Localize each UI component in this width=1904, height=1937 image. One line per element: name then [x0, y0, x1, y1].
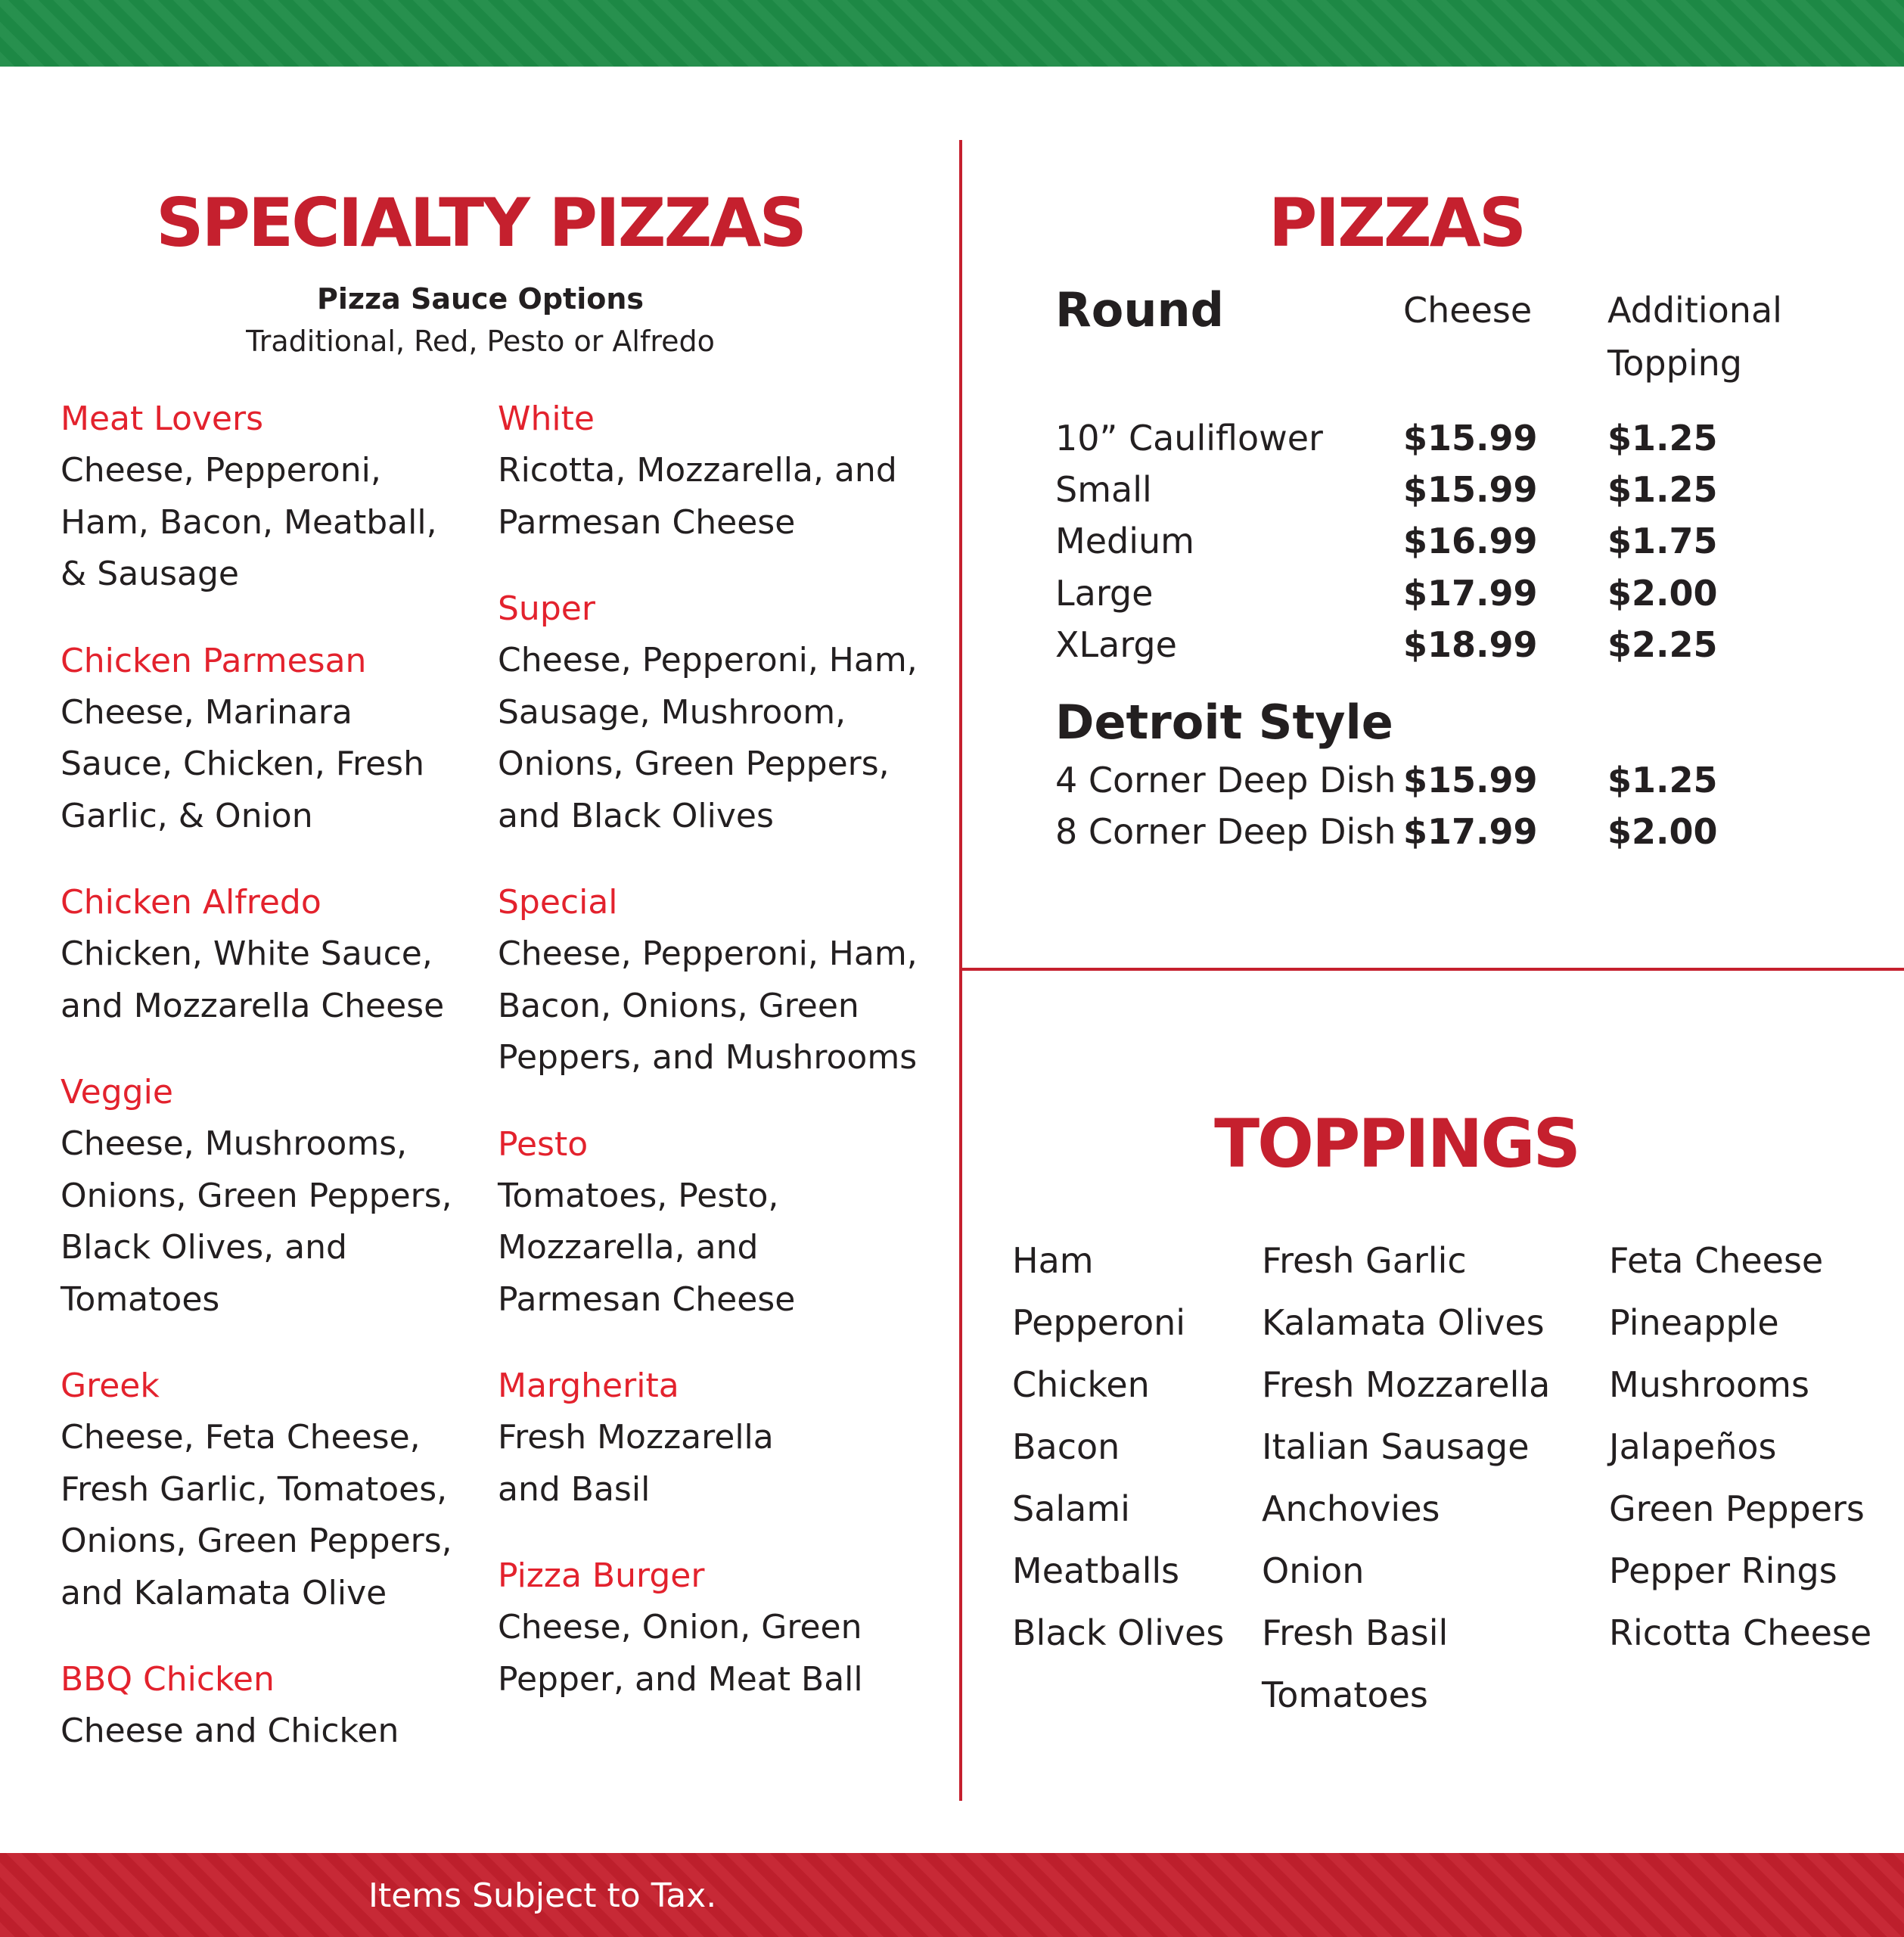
pizza-name: Chicken Parmesan	[61, 641, 367, 680]
pizza-name: Super	[498, 589, 595, 628]
topping-item: Chicken	[1012, 1364, 1150, 1405]
pizza-description-line: Bacon, Onions, Green	[498, 986, 859, 1025]
pizza-description-line: Tomatoes, Pesto,	[498, 1176, 779, 1215]
topping-item: Green Peppers	[1609, 1488, 1865, 1529]
tax-notice: Items Subject to Tax.	[368, 1876, 717, 1915]
pizzas-title: PIZZAS	[1268, 184, 1525, 262]
topping-item: Pineapple	[1609, 1302, 1779, 1343]
pizza-item-pesto	[498, 1119, 921, 1326]
round-heading: Round	[1055, 282, 1224, 337]
price-row	[1055, 464, 1857, 515]
topping-item: Anchovies	[1262, 1488, 1440, 1529]
pizza-name: Greek	[61, 1366, 160, 1405]
sauce-options-block	[0, 278, 961, 363]
pizza-item-chicken-alfredo	[61, 877, 484, 1032]
pizza-description-line: Black Olives, and	[61, 1228, 347, 1267]
cheese-column-header: Cheese	[1403, 290, 1533, 331]
pizza-description-line: and Kalamata Olive	[61, 1573, 387, 1612]
topping-item: Pepperoni	[1012, 1302, 1186, 1343]
price-row	[1055, 619, 1857, 670]
pizza-description-line: Fresh Garlic, Tomatoes,	[61, 1469, 448, 1509]
cheese-price: $17.99	[1403, 811, 1538, 852]
topping-item: Italian Sausage	[1262, 1426, 1530, 1467]
cheese-price: $17.99	[1403, 573, 1538, 614]
pizza-description-line: Pepper, and Meat Ball	[498, 1659, 863, 1699]
pizza-description-line: Cheese, Marinara	[61, 692, 353, 732]
specialty-column-left	[61, 393, 484, 1792]
topping-item: Bacon	[1012, 1426, 1120, 1467]
size-label: 4 Corner Deep Dish	[1055, 760, 1396, 801]
pizza-description-line: Parmesan Cheese	[498, 502, 796, 542]
pizza-description-line: Ham, Bacon, Meatball,	[61, 502, 437, 542]
pizza-item-greek	[61, 1360, 484, 1619]
pizza-name: Pesto	[498, 1124, 589, 1164]
pizza-item-pizza-burger	[498, 1550, 921, 1705]
pizza-name: Pizza Burger	[498, 1556, 705, 1595]
pizza-description-line: Mozzarella, and	[498, 1228, 759, 1267]
pizza-description-line: Onions, Green Peppers,	[498, 745, 890, 783]
topping-column-header	[1607, 284, 1834, 390]
pizza-description-line: Sausage, Mushroom,	[498, 692, 846, 732]
topping-price: $2.00	[1607, 811, 1718, 852]
topping-price: $1.25	[1607, 418, 1718, 459]
topping-price: $1.25	[1607, 760, 1718, 801]
pizza-description-line: Ricotta, Mozzarella, and	[498, 451, 897, 490]
topping-item: Pepper Rings	[1609, 1550, 1837, 1591]
price-row	[1055, 412, 1857, 464]
topping-item: Salami	[1012, 1488, 1130, 1529]
price-row	[1055, 515, 1857, 567]
pizza-item-margherita	[498, 1360, 921, 1516]
pizza-item-white	[498, 393, 921, 549]
pizza-item-bbq-chicken	[61, 1654, 484, 1758]
topping-item: Ham	[1012, 1240, 1094, 1281]
pizza-description-line: and Black Olives	[498, 796, 774, 835]
price-row	[1055, 754, 1857, 806]
pizza-item-veggie	[61, 1067, 484, 1326]
price-row	[1055, 806, 1857, 857]
size-label: XLarge	[1055, 624, 1177, 665]
pizza-description-line: Cheese and Chicken	[61, 1712, 399, 1750]
pizza-item-special	[498, 877, 921, 1084]
pizza-name: Chicken Alfredo	[61, 883, 321, 922]
specialty-column-right	[498, 393, 921, 1740]
cheese-price: $16.99	[1403, 521, 1538, 561]
size-label: Medium	[1055, 521, 1194, 561]
sauce-options-heading: Pizza Sauce Options	[316, 282, 645, 316]
pizza-name: Special	[498, 883, 618, 922]
pizza-description-line: Cheese, Pepperoni,	[61, 451, 381, 490]
pizza-name: White	[498, 400, 595, 438]
pizza-description-line: Cheese, Onion, Green	[498, 1608, 862, 1646]
topping-item: Black Olives	[1012, 1612, 1225, 1653]
toppings-column-1	[1012, 1230, 1224, 1664]
topping-item: Kalamata Olives	[1262, 1302, 1545, 1343]
pizza-description-line: Tomatoes	[61, 1279, 220, 1319]
topping-item: Fresh Mozzarella	[1262, 1364, 1551, 1405]
pizza-description-line: Cheese, Feta Cheese,	[61, 1418, 421, 1457]
topping-item: Mushrooms	[1609, 1364, 1809, 1405]
pizza-description-line: Cheese, Pepperoni, Ham,	[498, 641, 918, 679]
pizza-description-line: Peppers, and Mushrooms	[498, 1038, 918, 1077]
sauce-options-list: Traditional, Red, Pesto or Alfredo	[246, 325, 715, 358]
pizza-item-super	[498, 583, 921, 842]
topping-item: Meatballs	[1012, 1550, 1180, 1591]
horizontal-divider	[961, 968, 1904, 971]
toppings-column-3	[1609, 1230, 1871, 1664]
pizza-description-line: Garlic, & Onion	[61, 796, 313, 835]
pizza-description-line: Sauce, Chicken, Fresh	[61, 745, 424, 783]
toppings-column-2	[1262, 1230, 1550, 1726]
pizza-item-meat-lovers	[61, 393, 484, 601]
cheese-price: $15.99	[1403, 469, 1538, 510]
topping-price: $2.00	[1607, 573, 1718, 614]
pizza-description-line: Cheese, Mushrooms,	[61, 1124, 408, 1163]
pizza-name: Veggie	[61, 1073, 173, 1112]
pizza-name: Meat Lovers	[61, 400, 264, 438]
specialty-pizzas-title: SPECIALTY PIZZAS	[156, 184, 805, 262]
pizza-description-line: Fresh Mozzarella	[498, 1418, 774, 1457]
size-label: 10” Cauliflower	[1055, 418, 1323, 459]
size-label: Large	[1055, 573, 1154, 614]
pizza-description-line: and Mozzarella Cheese	[61, 986, 445, 1025]
pizza-name: BBQ Chicken	[61, 1660, 275, 1699]
pizza-description-line: & Sausage	[61, 555, 239, 593]
detroit-style-heading: Detroit Style	[1055, 695, 1393, 750]
size-label: 8 Corner Deep Dish	[1055, 811, 1396, 852]
cheese-price: $15.99	[1403, 418, 1538, 459]
toppings-title: TOPPINGS	[1214, 1105, 1579, 1183]
topping-item: Tomatoes	[1262, 1674, 1428, 1715]
topping-item: Fresh Basil	[1262, 1612, 1449, 1653]
pizza-item-chicken-parmesan	[61, 636, 484, 843]
cheese-price: $18.99	[1403, 624, 1538, 665]
topping-header-line: Topping	[1607, 343, 1742, 384]
pizza-description-line: Cheese, Pepperoni, Ham,	[498, 934, 918, 973]
pizza-description-line: Chicken, White Sauce,	[61, 934, 433, 973]
pizza-description-line: Onions, Green Peppers,	[61, 1522, 452, 1560]
topping-item: Ricotta Cheese	[1609, 1612, 1872, 1653]
topping-price: $2.25	[1607, 624, 1718, 665]
pizza-name: Margherita	[498, 1366, 679, 1405]
topping-price: $1.75	[1607, 521, 1718, 561]
pizza-description-line: Parmesan Cheese	[498, 1279, 796, 1319]
cheese-price: $15.99	[1403, 760, 1538, 801]
pizza-description-line: and Basil	[498, 1469, 651, 1509]
size-label: Small	[1055, 469, 1152, 510]
topping-item: Onion	[1262, 1550, 1365, 1591]
topping-price: $1.25	[1607, 469, 1718, 510]
price-row	[1055, 567, 1857, 619]
bottom-red-band	[0, 1853, 1904, 1937]
topping-item: Feta Cheese	[1609, 1240, 1824, 1281]
topping-item: Jalapeños	[1609, 1426, 1777, 1467]
topping-item: Fresh Garlic	[1262, 1240, 1467, 1281]
topping-header-line: Additional	[1607, 290, 1782, 331]
top-green-band	[0, 0, 1904, 67]
pizza-description-line: Onions, Green Peppers,	[61, 1176, 452, 1215]
